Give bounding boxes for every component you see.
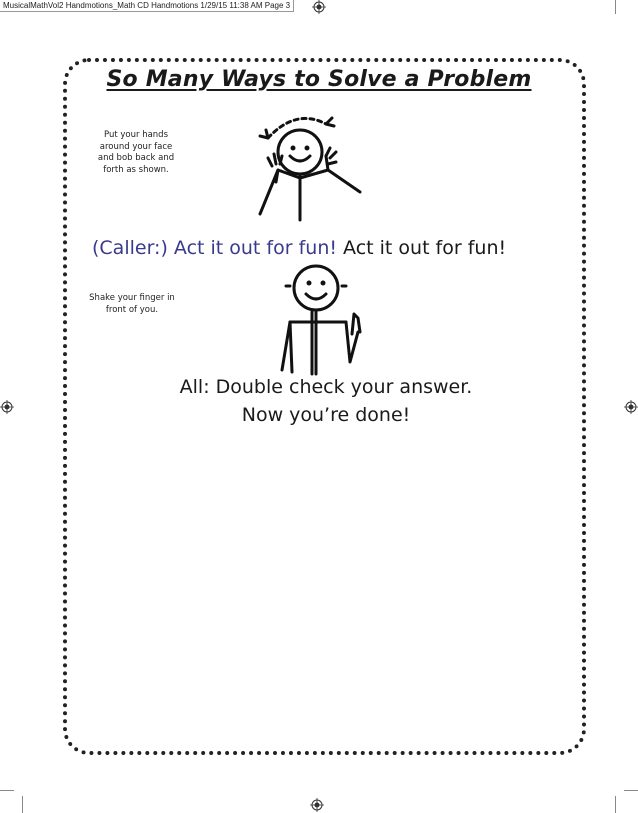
registration-mark-icon [0,400,14,414]
crop-mark [0,790,14,791]
crop-mark [615,0,616,14]
registration-mark-icon [310,798,324,812]
caller-text: (Caller:) Act it out for fun! [92,237,337,259]
response-text: Act it out for fun! [343,237,507,259]
caller-line [92,235,506,261]
crop-mark [615,796,616,813]
print-slug [0,0,294,12]
all-line-1: All: Double check your answer. [179,376,473,398]
crop-mark [22,796,23,813]
crop-mark [624,790,638,791]
page-title: So Many Ways to Solve a Problem [106,67,532,92]
registration-mark-icon [312,0,326,14]
registration-mark-icon [624,400,638,414]
all-line-2: Now you’re done! [241,404,411,426]
stick-figure-hands-on-face-icon [248,108,366,224]
instruction-hands-on-face: Put your hands around your face and bob back and forth as shown. [97,130,175,175]
stick-figure-shaking-finger-icon [270,262,366,376]
print-slug-text: MusicalMathVol2 Handmotions_Math CD Handmotions 1/29/15 11:38 AM Page 3 [3,1,291,10]
instruction-shake-finger: Shake your finger in front of you. [89,293,175,315]
